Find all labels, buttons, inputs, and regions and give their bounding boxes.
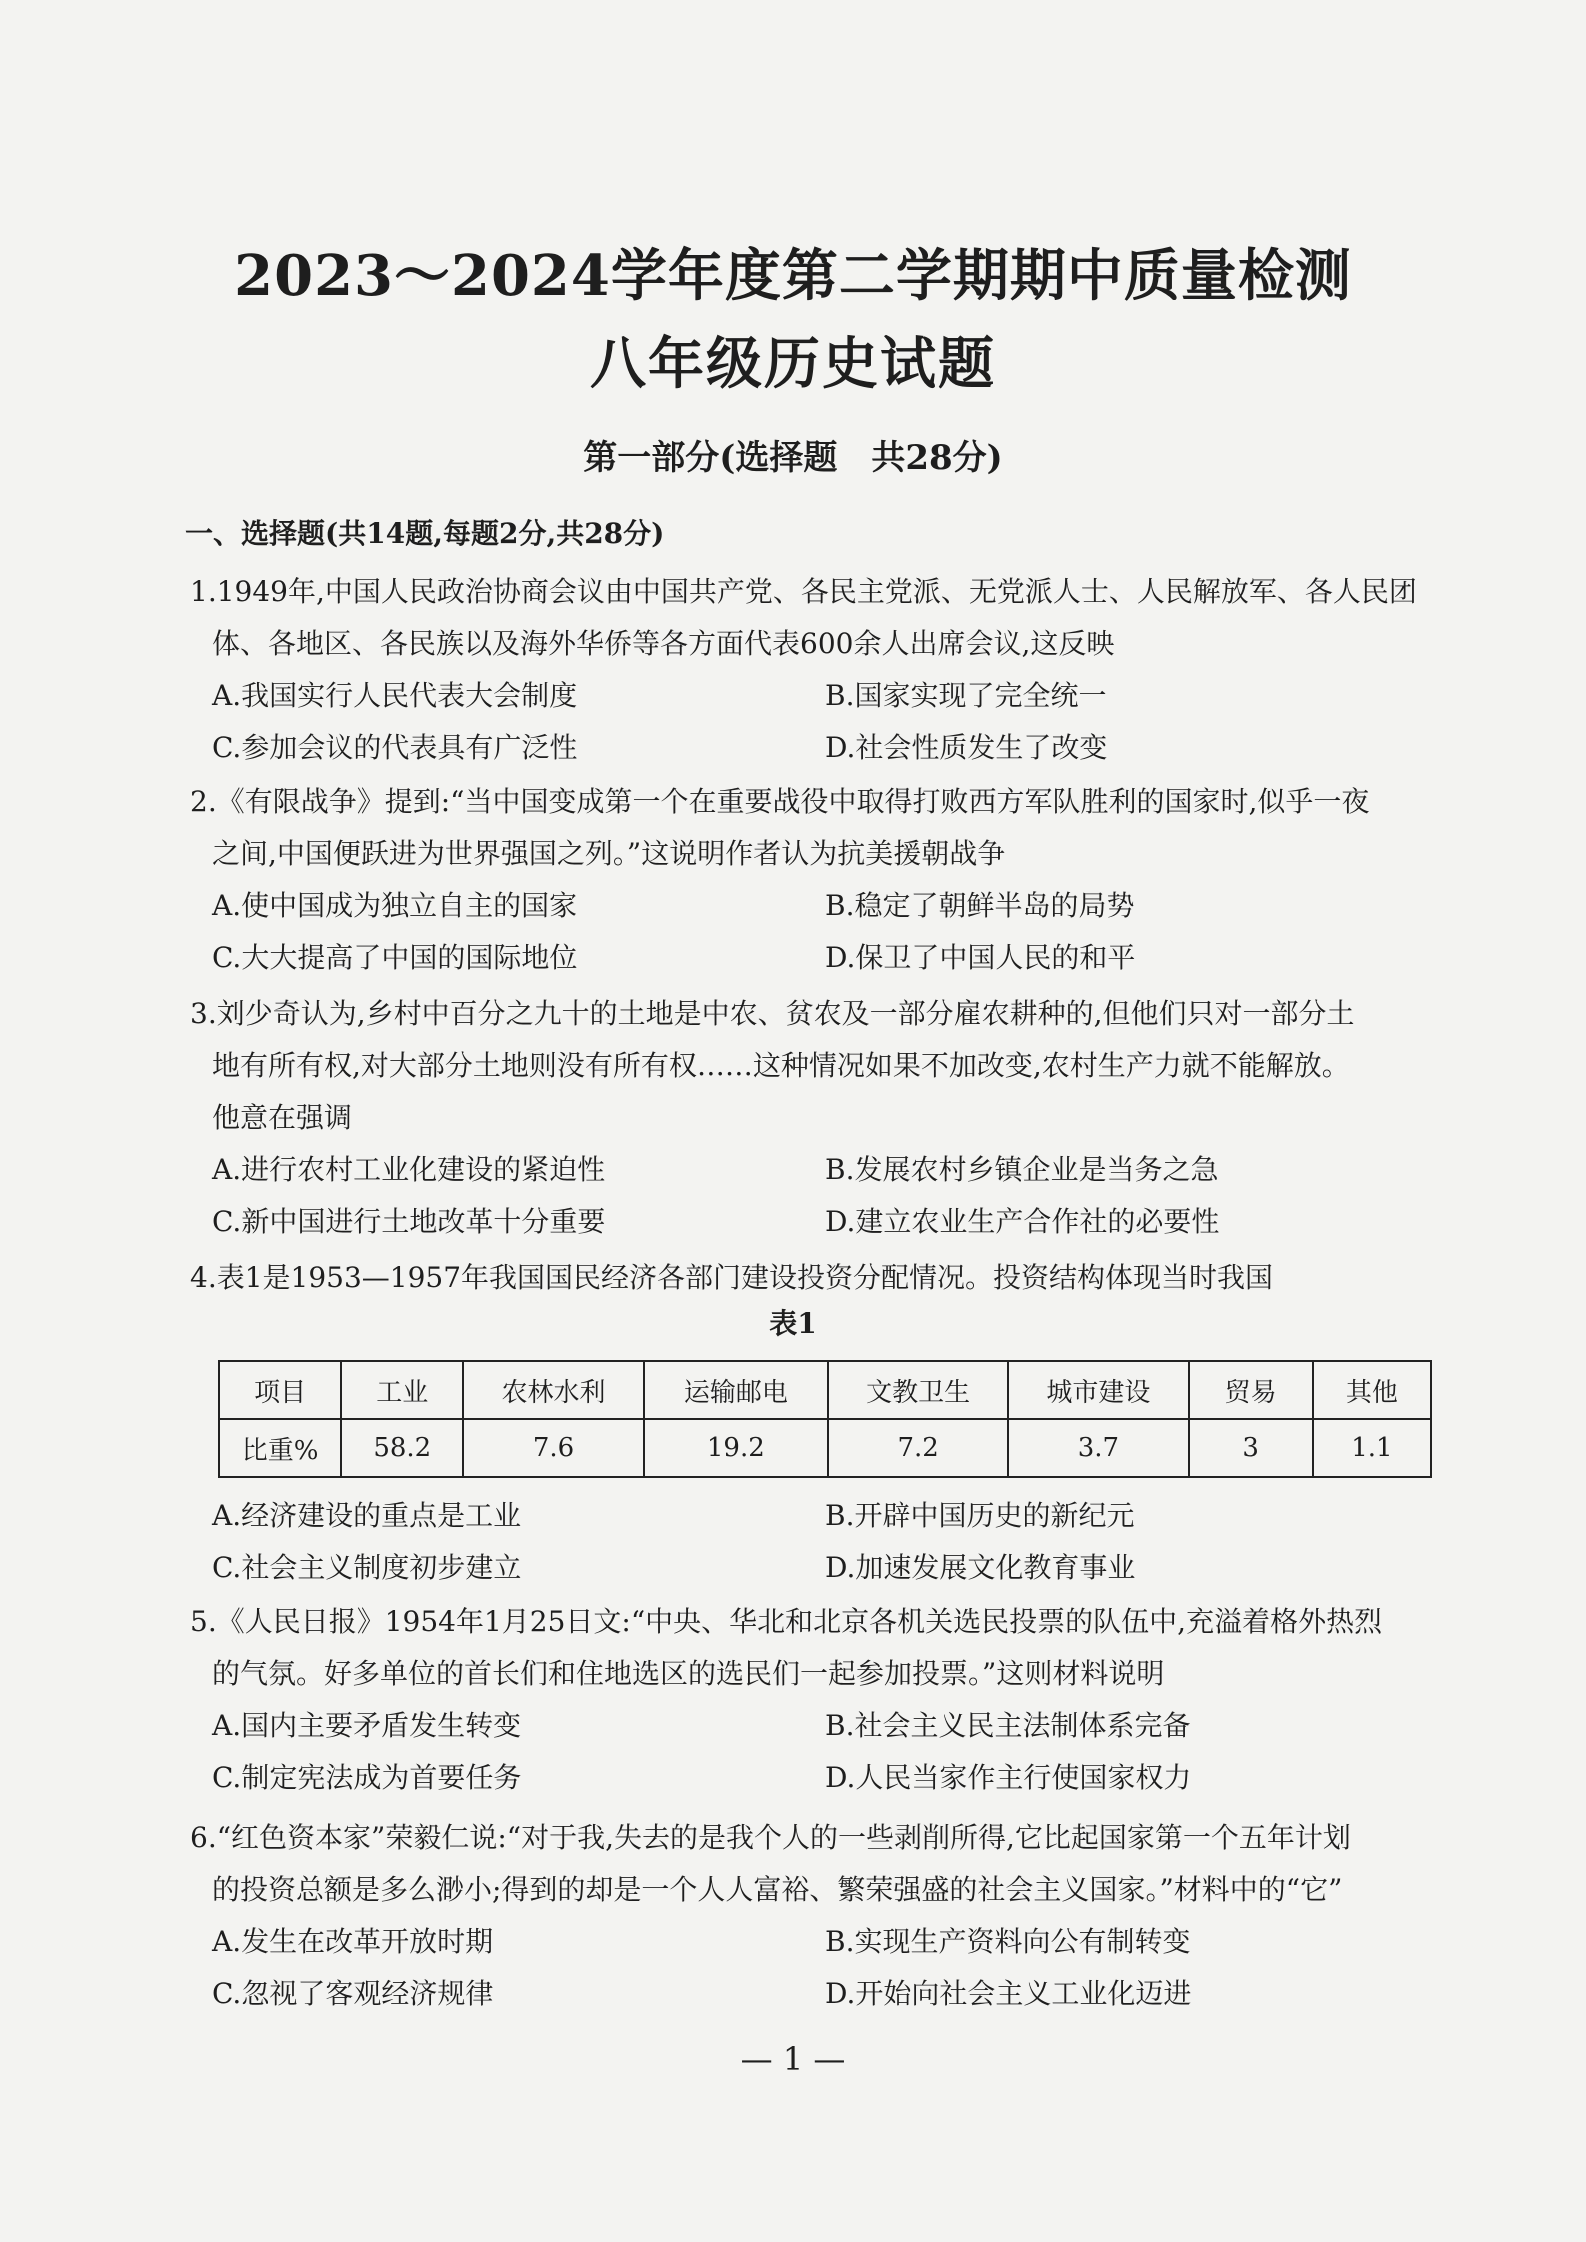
option-c: C.忽视了客观经济规律 (212, 1977, 494, 2010)
options-row (190, 880, 1480, 932)
options-row (190, 1968, 1480, 2020)
options-row (190, 1542, 1480, 1594)
table-cell: 1.1 (1313, 1419, 1431, 1477)
question-stem-line: 体、各地区、各民族以及海外华侨等各方面代表600余人出席会议,这反映 (212, 627, 1115, 660)
options-row (190, 1144, 1480, 1196)
option-d: D.保卫了中国人民的和平 (825, 941, 1136, 974)
option-a: A.发生在改革开放时期 (212, 1925, 494, 1958)
question-4-stem (190, 1252, 1480, 1304)
table-cell: 19.2 (644, 1419, 828, 1477)
table-row (219, 1419, 1431, 1477)
question-stem-line: 他意在强调 (212, 1101, 353, 1134)
option-c: C.大大提高了中国的国际地位 (212, 941, 578, 974)
question-stem-line: 3.刘少奇认为,乡村中百分之九十的土地是中农、贫农及一部分雇农耕种的,但他们只对一部分土 (190, 997, 1355, 1030)
table-header-cell: 运输邮电 (644, 1361, 828, 1419)
options-row (190, 722, 1480, 774)
investment-table (218, 1360, 1432, 1478)
question-stem-line: 2.《有限战争》提到:“当中国变成第一个在重要战役中取得打败西方军队胜利的国家时,似乎一夜 (190, 785, 1370, 818)
section-title: 一、选择题(共14题,每题2分,共28分) (185, 517, 665, 550)
question-stem-line: 6.“红色资本家”荣毅仁说:“对于我,失去的是我个人的一些剥削所得,它比起国家第一个五年计划 (190, 1821, 1351, 1854)
question-stem-line: 的气氛。好多单位的首长们和住地选区的选民们一起参加投票。”这则材料说明 (212, 1657, 1165, 1690)
question-stem-line: 4.表1是1953—1957年我国国民经济各部门建设投资分配情况。投资结构体现当时我国 (190, 1261, 1274, 1294)
table-header-cell: 其他 (1313, 1361, 1431, 1419)
exam-subtitle: 八年级历史试题 (590, 331, 996, 397)
option-d: D.加速发展文化教育事业 (825, 1551, 1136, 1584)
option-a: A.我国实行人民代表大会制度 (212, 679, 578, 712)
options-row (190, 1490, 1480, 1542)
table-header-cell: 城市建设 (1008, 1361, 1188, 1419)
option-c: C.制定宪法成为首要任务 (212, 1761, 522, 1794)
option-c: C.社会主义制度初步建立 (212, 1551, 522, 1584)
options-row (190, 1196, 1480, 1248)
table-header-cell: 文教卫生 (828, 1361, 1008, 1419)
part-title: 第一部分(选择题 共28分) (583, 438, 1003, 478)
option-d: D.开始向社会主义工业化迈进 (825, 1977, 1192, 2010)
options-row (190, 670, 1480, 722)
question-2 (190, 776, 1480, 984)
page-number: — 1 — (740, 2040, 846, 2078)
question-stem-line: 之间,中国便跃进为世界强国之列。”这说明作者认为抗美援朝战争 (212, 837, 1006, 870)
option-a: A.经济建设的重点是工业 (212, 1499, 522, 1532)
table-cell: 7.2 (828, 1419, 1008, 1477)
question-1 (190, 566, 1480, 774)
option-b: B.实现生产资料向公有制转变 (825, 1925, 1191, 1958)
options-row (190, 1916, 1480, 1968)
question-4-options (190, 1490, 1480, 1594)
options-row (190, 932, 1480, 984)
table-cell: 3.7 (1008, 1419, 1188, 1477)
table-header-cell: 农林水利 (463, 1361, 643, 1419)
table-header-row (219, 1361, 1431, 1419)
option-b: B.开辟中国历史的新纪元 (825, 1499, 1135, 1532)
table-cell: 3 (1189, 1419, 1313, 1477)
table-header-cell: 项目 (219, 1361, 341, 1419)
question-stem-line: 的投资总额是多么渺小;得到的却是一个人人富裕、繁荣强盛的社会主义国家。”材料中的“它” (212, 1873, 1343, 1906)
option-a: A.国内主要矛盾发生转变 (212, 1709, 522, 1742)
option-b: B.发展农村乡镇企业是当务之急 (825, 1153, 1219, 1186)
table-header-cell: 工业 (341, 1361, 463, 1419)
question-stem-line: 5.《人民日报》1954年1月25日文:“中央、华北和北京各机关选民投票的队伍中,充溢着格外热烈 (190, 1605, 1383, 1638)
option-c: C.参加会议的代表具有广泛性 (212, 731, 578, 764)
option-a: A.进行农村工业化建设的紧迫性 (212, 1153, 606, 1186)
question-stem-line: 地有所有权,对大部分土地则没有所有权……这种情况如果不加改变,农村生产力就不能解放。 (212, 1049, 1350, 1082)
option-b: B.国家实现了完全统一 (825, 679, 1107, 712)
option-a: A.使中国成为独立自主的国家 (212, 889, 578, 922)
options-row (190, 1752, 1480, 1804)
question-5 (190, 1596, 1480, 1804)
table-header-cell: 贸易 (1189, 1361, 1313, 1419)
question-stem-line: 1.1949年,中国人民政治协商会议由中国共产党、各民主党派、无党派人士、人民解放军、各人民团 (190, 575, 1417, 608)
table-cell: 58.2 (341, 1419, 463, 1477)
option-b: B.稳定了朝鲜半岛的局势 (825, 889, 1135, 922)
option-d: D.人民当家作主行使国家权力 (825, 1761, 1192, 1794)
question-6 (190, 1812, 1480, 2020)
exam-title: 2023～2024学年度第二学期期中质量检测 (234, 243, 1352, 309)
table-cell: 比重% (219, 1419, 341, 1477)
option-b: B.社会主义民主法制体系完备 (825, 1709, 1191, 1742)
options-row (190, 1700, 1480, 1752)
question-3 (190, 988, 1480, 1248)
table-cell: 7.6 (463, 1419, 643, 1477)
table-caption: 表1 (769, 1307, 817, 1340)
option-c: C.新中国进行土地改革十分重要 (212, 1205, 606, 1238)
option-d: D.社会性质发生了改变 (825, 731, 1108, 764)
option-d: D.建立农业生产合作社的必要性 (825, 1205, 1220, 1238)
